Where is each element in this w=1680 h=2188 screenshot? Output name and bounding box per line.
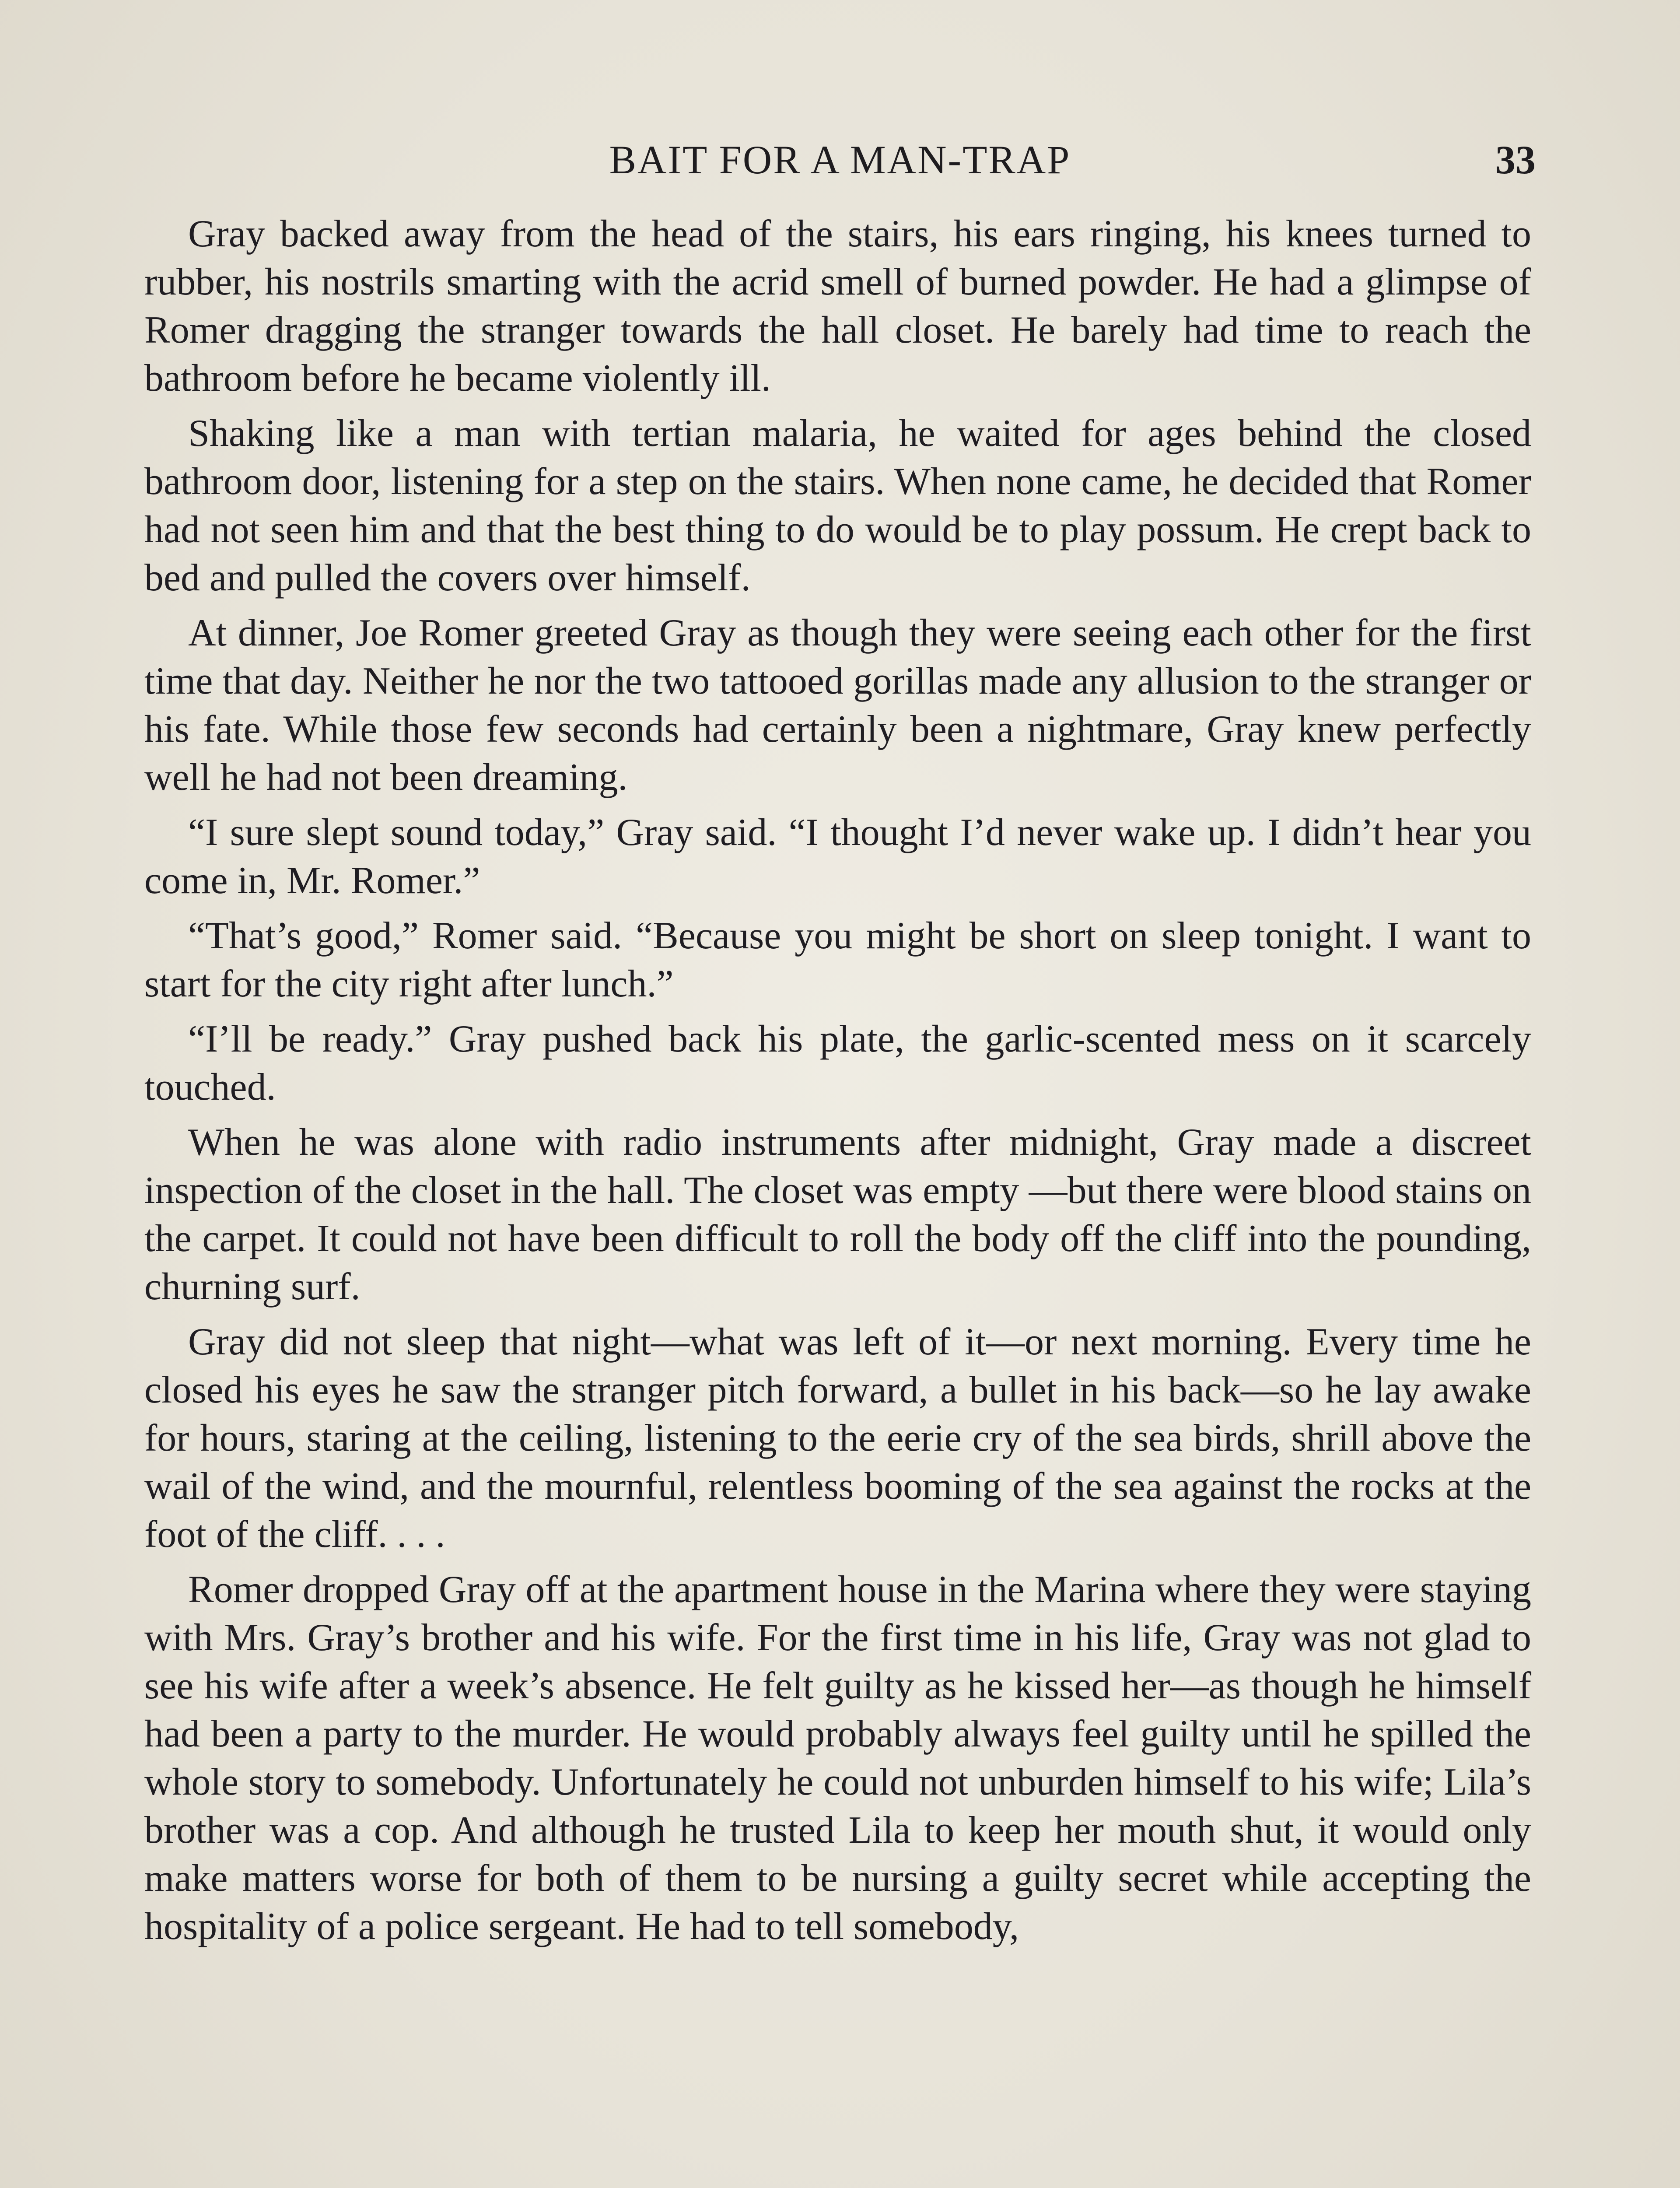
paragraph: When he was alone with radio instruments after midnight, Gray made a discreet inspection of the closet in the hall. The closet was empty —but there were blood stains on the carpet. It could not have been difficult to roll the body off the cliff into the pounding, churning surf.: [144, 1121, 1531, 1308]
paragraph: Gray did not sleep that night—what was left of it—or next morning. Every time he closed his eyes he saw the stranger pitch forward, a bullet in his back—so he lay awake for hours, staring at the ceiling, listening to the eerie cry of the sea birds, shrill above the wail of the wind, and the mournful, relentless booming of the sea against the rocks at the foot of the cliff. . . .: [144, 1321, 1531, 1556]
paragraph: “I’ll be ready.” Gray pushed back his plate, the garlic-scented mess on it scarcely touched.: [144, 1018, 1531, 1108]
page-number: 33: [1495, 137, 1536, 182]
paragraph: At dinner, Joe Romer greeted Gray as though they were seeing each other for the first time that day. Neither he nor the two tattooed gorillas made any allusion to the stranger or his fate. While those few seconds had certainly been a nightmare, Gray knew perfectly well he had not been dreaming.: [144, 612, 1531, 799]
paragraph: Romer dropped Gray off at the apartment house in the Marina where they were staying with Mrs. Gray’s brother and his wife. For the first time in his life, Gray was not glad to see his wife after a week’s absence. He felt guilty as he kissed her—as though he himself had been a party to the murder. He would probably always feel guilty until he spilled the whole story to somebody. Unfortunately he could not unburden himself to his wife; Lila’s brother was a cop. And although he trusted Lila to keep her mouth shut, it would only make matters worse for both of them to be nursing a guilty secret while accepting the hospitality of a police sergeant. He had to tell somebody,: [144, 1568, 1531, 1948]
running-title: BAIT FOR A MAN-TRAP: [609, 137, 1071, 182]
paragraph: Gray backed away from the head of the stairs, his ears ringing, his knees turned to rubber, his nostrils smarting with the acrid smell of burned powder. He had a glimpse of Romer dragging the stranger towards the hall closet. He barely had time to reach the bathroom before he became violently ill.: [144, 213, 1531, 400]
body-text: [144, 210, 1531, 1958]
paragraph: “I sure slept sound today,” Gray said. “I thought I’d never wake up. I didn’t hear you come in, Mr. Romer.”: [144, 811, 1531, 902]
paragraph: Shaking like a man with tertian malaria, he waited for ages behind the closed bathroom door, listening for a step on the stairs. When none came, he decided that Romer had not seen him and that the best thing to do would be to play possum. He crept back to bed and pulled the covers over himself.: [144, 412, 1531, 599]
running-head: [0, 131, 1680, 188]
paragraph: “That’s good,” Romer said. “Because you might be short on sleep tonight. I want to start for the city right after lunch.”: [144, 915, 1531, 1005]
